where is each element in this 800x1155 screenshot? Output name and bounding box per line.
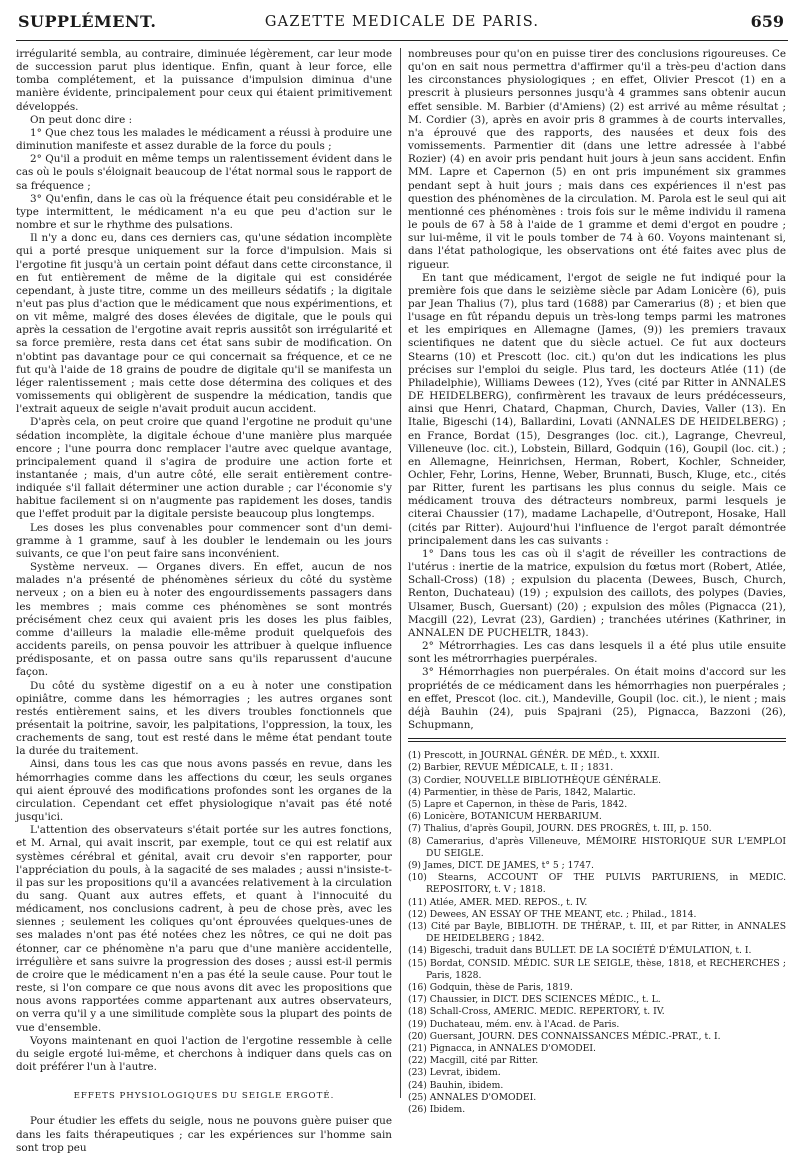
paragraph: 3° Hémorrhagies non puerpérales. On était moins d'accord sur les propriétés de ce médicament dans les hémorrhagies non puerpérales ; en effet, Prescot (loc. cit.), Mandeville, Goupil (loc. cit.), le nient ; mais déjà Bauhin (24), puis Spajrani (25), Pignacca, Bazzoni (26), Schupmann, (408, 666, 786, 731)
paragraph: On peut donc dire : (30, 113, 133, 126)
footnote: (13) Cité par Bayle, BIBLIOTH. DE THÉRAP., t. III, et par Ritter, in ANNALES DE HEIDELBERG ; 1842. (408, 920, 786, 945)
footnote: (18) Schall-Cross, AMERIC. MEDIC. REPERTORY, t. IV. (408, 1006, 665, 1018)
footnote-rule (408, 738, 786, 742)
publication-title: GAZETTE MEDICALE DE PARIS. (264, 14, 540, 30)
paragraph: L'attention des observateurs s'était portée sur les autres fonctions, et M. Arnal, qui avait inscrit, par exemple, tout ce qui est relatif aux systèmes cérébral et génital, avait cru devoir s'en rapporter, pour l'appréciation du pouls, à la sagacité de ses malades ; aussi n'insiste-t-il pas sur les propositions qu'il a avancées relativement à la circulation du sang. Quant aux autres effets, et quant à l'innocuité du médicament, nos conclusions cadrent, à peu de chose près, avec les siennes ; seulement les coliques qu'ont éprouvées quelques-unes de ses malades n'ont pas été notées chez les nôtres, ce qui ne doit pas étonner, car ce phénomène n'a paru que d'une manière accidentelle, irrégulière et sans suivre la progression des doses ; aussi est-il permis de croire que le médicament n'en a pas été la seule cause. Pour tout le reste, si l'on compare ce que nous avons dit avec les propositions que nous avons rapportées comme appartenant aux autres observateurs, on verra qu'il y a une similitude complète sous la plupart des points de vue d'ensemble. (16, 824, 392, 1034)
paragraph: 3° Qu'enfin, dans le cas où la fréquence était peu considérable et le type intermittent, le médicament n'a eu que peu d'action sur le nombre et sur le rhythme des pulsations. (16, 192, 392, 232)
footnote: (17) Chaussier, in DICT. DES SCIENCES MÉDIC., t. L. (408, 994, 661, 1006)
paragraph: nombreuses pour qu'on en puisse tirer des conclusions rigoureuses. Ce qu'on en sait nous permettra d'affirmer qu'il a très-peu d'action dans les circonstances physiologiques ; en effet, Olivier Prescot (1) en a prescrit à plusieurs personnes jusqu'à 4 grammes sans obtenir aucun effet sensible. M. Barbier (d'Amiens) (2) est arrivé au même résultat ; M. Cordier (3), après en avoir pris 8 grammes à de courts intervalles, n'a éprouvé que des rapports, des nausées et deux fois des vomissements. Parmentier dit (dans une lettre adressée à l'abbé Rozier) (4) en avoir pris pendant huit jours à jeun sans accident. Enfin MM. Lapre et Capernon (5) en ont pris impunément six grammes pendant sept à huit jours ; mais dans ces expériences il n'est pas question des phénomènes de la circulation. M. Parola est le seul qui ait mentionné ces phénomènes : trois fois sur le même individu il ramena le pouls de 67 à 58 à l'aide de 1 gramme et demi d'ergot en poudre ; sur lui-même, il vit le pouls tomber de 74 à 60. Voyons maintenant si, dans l'état pathologique, les observations ont été faites avec plus de rigueur. (408, 48, 786, 271)
footnote: (12) Dewees, AN ESSAY OF THE MEANT, etc. ; Philad., 1814. (408, 908, 697, 920)
footnote: (9) James, DICT. DE JAMES, t° 5 ; 1747. (408, 859, 594, 871)
paragraph: Système nerveux. — Organes divers. En effet, aucun de nos malades n'a présenté de phénomènes sérieux du côté du système nerveux ; on a bien eu à noter des engourdissements passagers dans les membres ; mais comme ces phénomènes se sont montrés précisément chez ceux qui avaient pris les doses les plus faibles, comme d'ailleurs la maladie elle-même produit quelquefois des accidents pareils, on pensa pouvoir les attribuer à quelque influence prédisposante, et on passa outre sans qu'ils reparussent d'aucune façon. (16, 561, 392, 679)
footnote: (10) Stearns, ACCOUNT OF THE PULVIS PARTURIENS, in MEDIC. REPOSITORY, t. V ; 1818. (408, 872, 786, 896)
newspaper-page (16, 10, 788, 1154)
left-column (16, 48, 392, 1155)
footnote: (8) Camerarius, d'après Villeneuve, MÉMOIRE HISTORIQUE SUR L'EMPLOI DU SEIGLE. (408, 835, 786, 859)
page-number: 659 (750, 12, 784, 31)
paragraph: irrégularité sembla, au contraire, diminuée légèrement, car leur mode de succession parut plus identique. Enfin, quant à leur force, elle tomba complétement, et la puissance d'impulsion diminua d'une manière évidente, principalement pour ceux qui étaient primitivement développés. (16, 48, 392, 113)
footnote: (24) Bauhin, ibidem. (408, 1079, 504, 1091)
paragraph: 1° Dans tous les cas où il s'agit de réveiller les contractions de l'utérus : inertie de la matrice, expulsion du fœtus mort (Robert, Atlée, Schall-Cross) (18) ; expulsion du placenta (Dewees, Busch, Church, Renton, Duchateau) (19) ; expulsion des caillots, des polypes (Davies, Ulsamer, Busch, Guersant) (20) ; expulsion des môles (Pignacca (21), Macgill (22), Levrat (23), Gardien) ; tranchées utérines (Kathriner, in ANNALEN DE PUCHELTR, 1843). (408, 547, 786, 639)
paragraph: En tant que médicament, l'ergot de seigle ne fut indiqué pour la première fois que dans le seizième siècle par Adam Lonicère (6), puis par Jean Thalius (7), plus tard (1688) par Camerarius (8) ; et bien que l'usage en fût répandu depuis un très-long temps parmi les matrones et les empiriques en Allemagne (James, (9)) les premiers travaux scientifiques ne datent que du siècle actuel. Ce fut aux docteurs Stearns (10) et Prescott (loc. cit.) qu'on dut les indications les plus précises sur l'emploi du seigle. Plus tard, les docteurs Atlée (11) (de Philadelphie), Williams Dewees (12), Yves (cité par Ritter in ANNALES DE HEIDELBERG), confirmèrent les travaux de leurs prédécesseurs, ainsi que Henri, Chatard, Chapman, Church, Davies, Valler (13). En Italie, Bigeschi (14), Ballardini, Lovati (ANNALES DE HEIDELBERG) ; en France, Bordat (15), Desgranges (loc. cit.), Lagrange, Chevreul, Villeneuve (loc. cit.), Lobstein, Billard, Godquin (16), Goupil (loc. cit.) ; en Allemagne, Heinrichsen, Herman, Robert, Kochler, Schneider, Ochler, Fehr, Lorins, Henne, Weber, Brunnati, Busch, Kluge, etc., cités par Ritter, furent les partisans les plus connus du seigle. Mais ce médicament trouva des détracteurs nombreux, parmi lesquels je citerai Chaussier (17), madame Lachapelle, d'Outrepont, Hosake, Hall (cités par Ritter). Aujourd'hui l'influence de l'ergot paraît démontrée principalement dans les cas suivants : (408, 271, 786, 547)
paragraph: Pour étudier les effets du seigle, nous ne pouvons guère puiser que dans les faits thérapeutiques ; car les expériences sur l'homme sain sont trop peu (16, 1115, 392, 1154)
paragraph: Les doses les plus convenables pour commencer sont d'un demi-gramme à 1 gramme, sauf à les doubler le lendemain ou les jours suivants, ce que l'on peut faire sans inconvénient. (16, 521, 392, 560)
section-heading: EFFETS PHYSIOLOGIQUES DU SEIGLE ERGOTÉ. (73, 1091, 335, 1102)
footnote: (2) Barbier, REVUE MÉDICALE, t. II ; 1831. (408, 762, 614, 774)
paragraph: Voyons maintenant en quoi l'action de l'ergotine ressemble à celle du seigle ergoté lui-même, et cherchons à indiquer dans quels cas on doit préférer l'un à l'autre. (16, 1034, 392, 1074)
footnote: (20) Guersant, JOURN. DES CONNAISSANCES MÉDIC.-PRAT., t. I. (408, 1030, 721, 1042)
footnote: (21) Pignacca, in ANNALES D'OMODEI. (408, 1043, 596, 1054)
footnote: (15) Bordat, CONSID. MÉDIC. SUR LE SEIGLE, thèse, 1818, et RECHERCHES ; Paris, 1828. (408, 957, 786, 981)
footnote: (7) Thalius, d'après Goupil, JOURN. DES PROGRÈS, t. III, p. 150. (408, 823, 712, 835)
supplement-label: SUPPLÉMENT. (18, 12, 157, 31)
paragraph: 1° Que chez tous les malades le médicament a réussi à produire une diminution manifeste et assez durable de la force du pouls ; (16, 126, 392, 153)
paragraph: D'après cela, on peut croire que quand l'ergotine ne produit qu'une sédation incomplète, la digitale échoue d'une manière plus marquée encore ; l'une pourra donc remplacer l'autre avec quelque avantage, principalement quand il s'agira de produire une action forte et instantanée ; mais, d'un autre côté, elle serait entièrement contre-indiquée s'il fallait déterminer une action durable ; car l'économie s'y habitue facilement si on n'augmente pas rapidement les doses, tandis que l'effet produit par la digitale persiste beaucoup plus longtemps. (16, 416, 392, 521)
footnotes (408, 750, 786, 1116)
page-header (16, 10, 788, 41)
paragraph: 2° Qu'il a produit en même temps un ralentissement évident dans le cas où le pouls s'éloignait beaucoup de l'état normal sous le rapport de sa fréquence ; (16, 153, 392, 192)
footnote: (14) Bigeschi, traduit dans BULLET. DE LA SOCIÉTÉ D'ÉMULATION, t. I. (408, 945, 752, 957)
footnote: (22) Macgill, cité par Ritter. (408, 1055, 539, 1067)
paragraph: Il n'y a donc eu, dans ces derniers cas, qu'une sédation incomplète qui a porté presque uniquement sur la force d'impulsion. Mais si l'ergotine fit jusqu'à un certain point défaut dans cette circonstance, il en fut entièrement de même de la digitale qui est considérée cependant, à juste titre, comme un des meilleurs sédatifs ; la digitale n'eut pas plus d'action que le médicament que nous expérimentions, et on vit même, malgré des doses élevées de digitale, que le pouls qui après la cessation de l'ergotine avait repris aussitôt son irrégularité et sa force première, resta dans cet état sans subir de modification. On n'obtint pas davantage pour ce qui concernait sa fréquence, et ce ne fut qu'à l'aide de 18 grains de poudre de digitale qu'il se manifesta un léger ralentissement ; mais cette dose détermina des coliques et des vomissements qui obligèrent de suspendre la médication, tandis que l'extrait aqueux de seigle n'avait produit aucun accident. (16, 232, 392, 416)
footnote: (1) Prescott, in JOURNAL GÉNÉR. DE MÉD., t. XXXII. (408, 750, 660, 762)
footnote: (16) Godquin, thèse de Paris, 1819. (408, 981, 573, 993)
paragraph: Du côté du système digestif on a eu à noter une constipation opiniâtre, comme dans les hémorragies ; les autres organes sont restés entièrement sains, et les divers troubles fonctionnels que présentait la poitrine, savoir, les palpitations, l'oppression, la toux, les crachements de sang, tout est resté dans le même état pendant toute la durée du traitement. (16, 679, 392, 758)
footnote: (5) Lapre et Capernon, in thèse de Paris, 1842. (408, 798, 628, 810)
footnote: (6) Lonicère, BOTANICUM HERBARIUM. (408, 811, 602, 823)
footnote: (11) Atlée, AMER. MED. REPOS., t. IV. (408, 896, 588, 908)
footnote: (19) Duchateau, mém. env. à l'Acad. de Paris. (408, 1018, 620, 1030)
footnote: (4) Parmentier, in thèse de Paris, 1842, Malartic. (408, 786, 636, 798)
right-column (408, 48, 786, 1116)
column-divider (400, 48, 401, 1098)
footnote: (3) Cordier, NOUVELLE BIBLIOTHÈQUE GÉNÉRALE. (408, 774, 662, 786)
paragraph: 2° Métrorrhagies. Les cas dans lesquels il a été plus utile ensuite sont les métrorrhagies puerpérales. (408, 640, 786, 666)
footnote: (23) Levrat, ibidem. (408, 1067, 501, 1079)
footnote: (26) Ibidem. (408, 1104, 466, 1116)
paragraph: Ainsi, dans tous les cas que nous avons passés en revue, dans les hémorrhagies comme dans les affections du cœur, les seuls organes qui aient éprouvé des modifications profondes sont les organes de la circulation. Cependant cet effet physiologique n'avait pas été noté jusqu'ici. (16, 758, 392, 824)
footnote: (25) ANNALES D'OMODEI. (408, 1091, 537, 1103)
